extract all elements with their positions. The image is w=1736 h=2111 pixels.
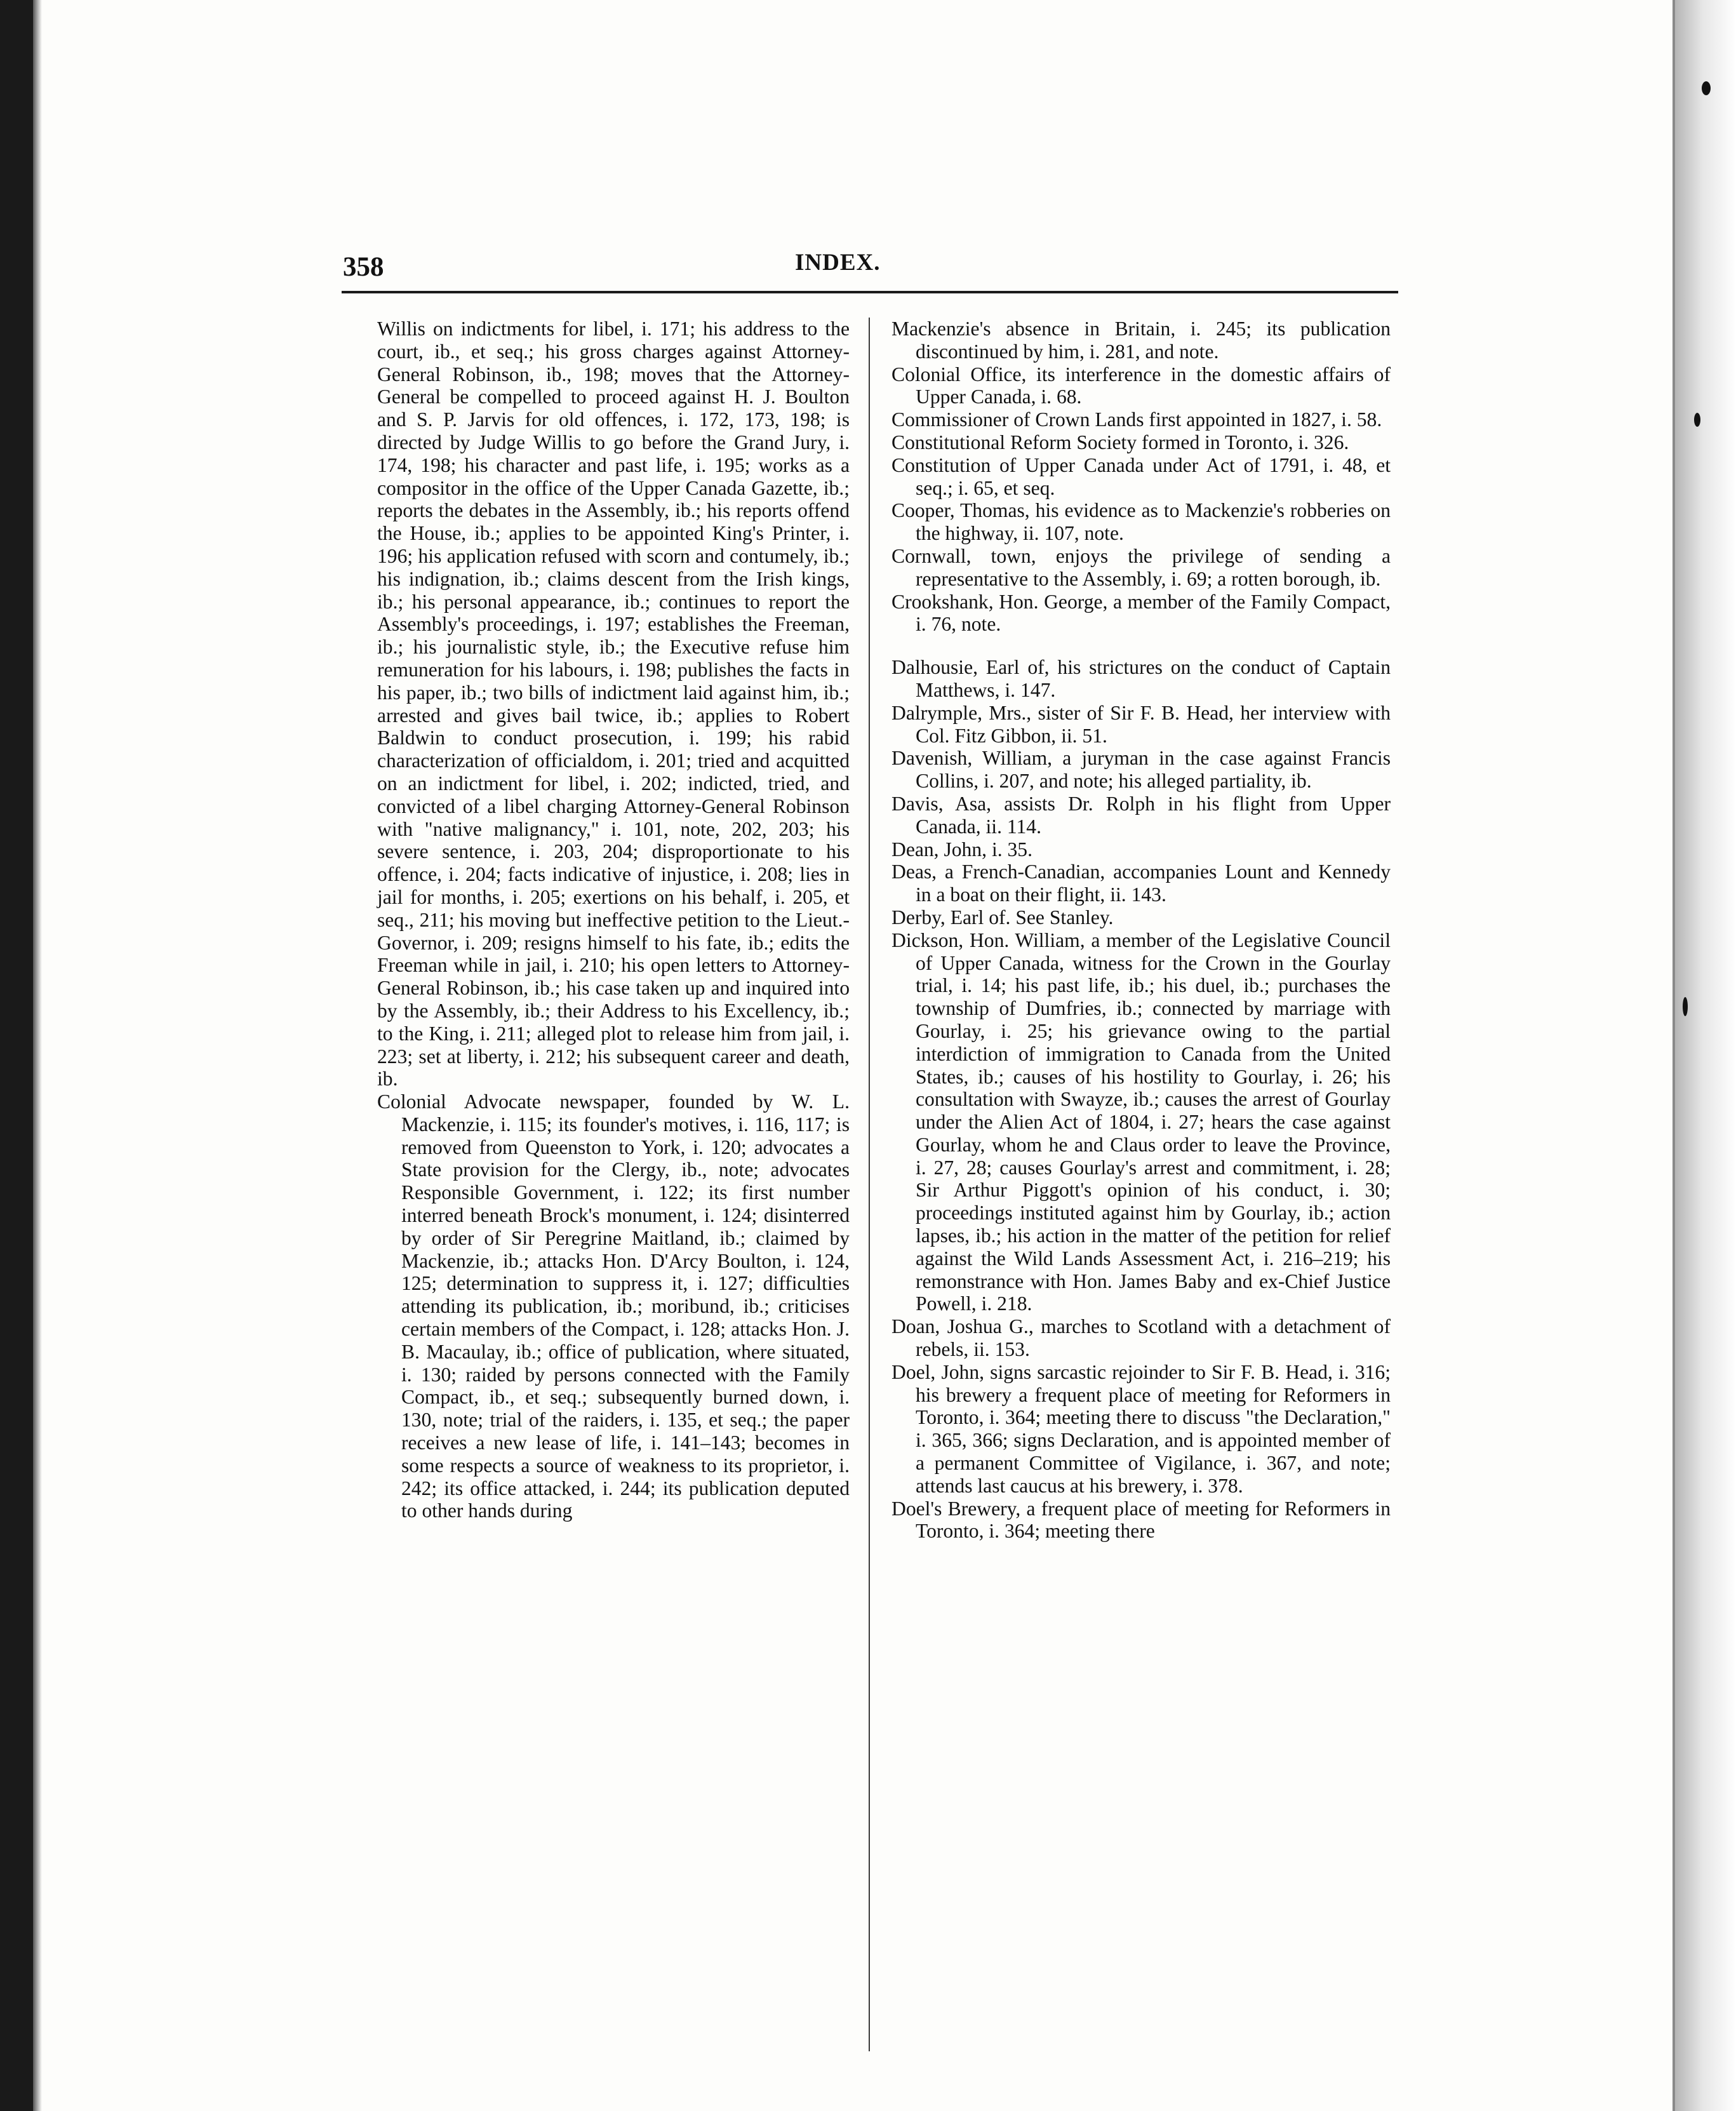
index-entry: Dalrymple, Mrs., sister of Sir F. B. Head, her interview with Col. Fitz Gibbon, ii. 51.	[891, 701, 1391, 747]
column-divider	[869, 318, 870, 2051]
running-head: INDEX.	[795, 250, 881, 276]
index-entry: Davis, Asa, assists Dr. Rolph in his flight from Upper Canada, ii. 114.	[891, 792, 1391, 838]
index-entry: Mackenzie's absence in Britain, i. 245; its publication discontinued by him, i. 281, and note.	[891, 318, 1391, 363]
scan-speck	[1683, 997, 1688, 1016]
index-entry: Crookshank, Hon. George, a member of the Family Compact, i. 76, note.	[891, 590, 1391, 636]
index-entry: Commissioner of Crown Lands first appointed in 1827, i. 58.	[891, 408, 1382, 431]
index-entry: Cornwall, town, enjoys the privilege of sending a representative to the Assembly, i. 69; a rotten borough, ib.	[891, 544, 1391, 590]
scan-left-shadow	[33, 0, 42, 2111]
index-entry: Dickson, Hon. William, a member of the Legislative Council of Upper Canada, witness for the Crown in the Gourlay trial, i. 14; his past life, ib.; his duel, ib.; purchases the township of Dumfries, ib.; connected by marriage with Gourlay, i. 25; his grievance owing to the partial interdiction of immigration to Canada from the United States, ib.; causes of his hostility to Gourlay, i. 26; his consultation with Swayze, ib.; causes the arrest of Gourlay under the Alien Act of 1804, i. 27; hears the case against Gourlay, whom he and Claus order to leave the Province, i. 27, 28; causes Gourlay's arrest and commitment, i. 28; Sir Arthur Piggott's opinion of his conduct, i. 30; proceedings instituted against him by Gourlay, ib.; action lapses, ib.; his action in the matter of the petition for relief against the Wild Lands Assessment Act, i. 216–219; his remonstrance with Hon. James Baby and ex-Chief Justice Powell, i. 218.	[891, 928, 1391, 1315]
book-page	[338, 239, 1411, 1543]
index-entry: Doel's Brewery, a frequent place of meeting for Reformers in Toronto, i. 364; meeting there	[891, 1497, 1391, 1543]
page-header	[338, 239, 1411, 291]
scan-right-edge	[1673, 0, 1736, 2111]
scan-left-edge	[0, 0, 33, 2111]
index-entry: Constitutional Reform Society formed in Toronto, i. 326.	[891, 431, 1349, 453]
page-number: 358	[343, 252, 384, 282]
index-entry: Dalhousie, Earl of, his strictures on the conduct of Captain Matthews, i. 147.	[891, 656, 1391, 701]
left-column	[377, 318, 850, 1522]
index-entry: Dean, John, i. 35.	[891, 838, 1033, 861]
index-entry: Constitution of Upper Canada under Act of 1791, i. 48, et seq.; i. 65, et seq.	[891, 453, 1391, 499]
index-entry: Doel, John, signs sarcastic rejoinder to Sir F. B. Head, i. 316; his brewery a frequent place of meeting for Reformers in Toronto, i. 364; meeting there to discuss "the Declaration," i. 365, 366; signs Declaration, and is appointed member of a permanent Committee of Vigilance, i. 367, and note; attends last caucus at his brewery, i. 378.	[891, 1360, 1391, 1497]
index-entry: Colonial Advocate newspaper, founded by W. L. Mackenzie, i. 115; its founder's motives, i. 116, 117; is removed from Queenston to York, i. 120; advocates a State provision for the Clergy, ib., note; advocates Responsible Government, i. 122; its first number interred beneath Brock's monument, i. 124; disinterred by order of Sir Peregrine Maitland, ib.; claimed by Mackenzie, ib.; attacks Hon. D'Arcy Boulton, i. 124, 125; determination to suppress it, i. 127; difficulties attending its publication, ib.; moribund, ib.; criticises certain members of the Compact, i. 128; attacks Hon. J. B. Macaulay, ib.; office of publication, where situated, i. 130; raided by persons connected with the Family Compact, ib., et seq.; subsequently burned down, i. 130, note; trial of the raiders, i. 135, et seq.; the paper receives a new lease of life, i. 141–143; becomes in some respects a source of weakness to its proprietor, i. 242; its office attacked, i. 244; its publication deputed to other hands during	[377, 1090, 850, 1522]
index-entry: Willis on indictments for libel, i. 171; his address to the court, ib., et seq.; his gross charges against Attorney-General Robinson, ib., 198; moves that the Attorney-General be compelled to proceed against H. J. Boulton and S. P. Jarvis for old offences, i. 172, 173, 198; is directed by Judge Willis to go before the Grand Jury, i. 174, 198; his character and past life, i. 195; works as a compositor in the office of the Upper Canada Gazette, ib.; reports the debates in the Assembly, ib.; his reports offend the House, ib.; applies to be appointed King's Printer, i. 196; his application refused with scorn and contumely, ib.; his indignation, ib.; claims descent from the Irish kings, ib.; his personal appearance, ib.; continues to report the Assembly's proceedings, i. 197; establishes the Freeman, ib.; his journalistic style, ib.; the Executive refuse him remuneration for his labours, i. 198; publishes the facts in his paper, ib.; two bills of indictment laid against him, ib.; arrested and gives bail twice, ib.; applies to Robert Baldwin to conduct prosecution, i. 199; his rabid characterization of officialdom, i. 201; tried and acquitted on an indictment for libel, i. 202; indicted, tried, and convicted of a libel charging Attorney-General Robinson with "native malignancy," i. 101, note, 202, 203; his severe sentence, i. 203, 204; disproportionate to his offence, i. 204; facts indicative of injustice, i. 208; lies in jail for months, i. 205; exertions on his behalf, i. 205, et seq., 211; his moving but ineffective petition to the Lieut.-Governor, i. 209; resigns himself to his fate, ib.; edits the Freeman while in jail, i. 210; his open letters to Attorney-General Robinson, ib.; his case taken up and inquired into by the Assembly, ib.; their Address to his Excellency, ib.; to the King, i. 211; alleged plot to release him from jail, i. 223; set at liberty, i. 212; his subsequent career and death, ib.	[377, 318, 850, 1090]
index-entry: Colonial Office, its interference in the domestic affairs of Upper Canada, i. 68.	[891, 363, 1391, 408]
header-rule	[342, 291, 1398, 293]
scan-speck	[1694, 413, 1700, 427]
index-entry: Davenish, William, a juryman in the case against Francis Collins, i. 207, and note; his alleged partiality, ib.	[891, 747, 1391, 793]
right-column	[891, 318, 1391, 1543]
index-entry: Doan, Joshua G., marches to Scotland with a detachment of rebels, ii. 153.	[891, 1315, 1391, 1361]
index-entry: Deas, a French-Canadian, accompanies Lount and Kennedy in a boat on their flight, ii. 143.	[891, 861, 1391, 906]
index-entry: Derby, Earl of. See Stanley.	[891, 906, 1114, 928]
index-entry: Cooper, Thomas, his evidence as to Mackenzie's robberies on the highway, ii. 107, note.	[891, 499, 1391, 545]
scan-speck	[1702, 81, 1711, 95]
